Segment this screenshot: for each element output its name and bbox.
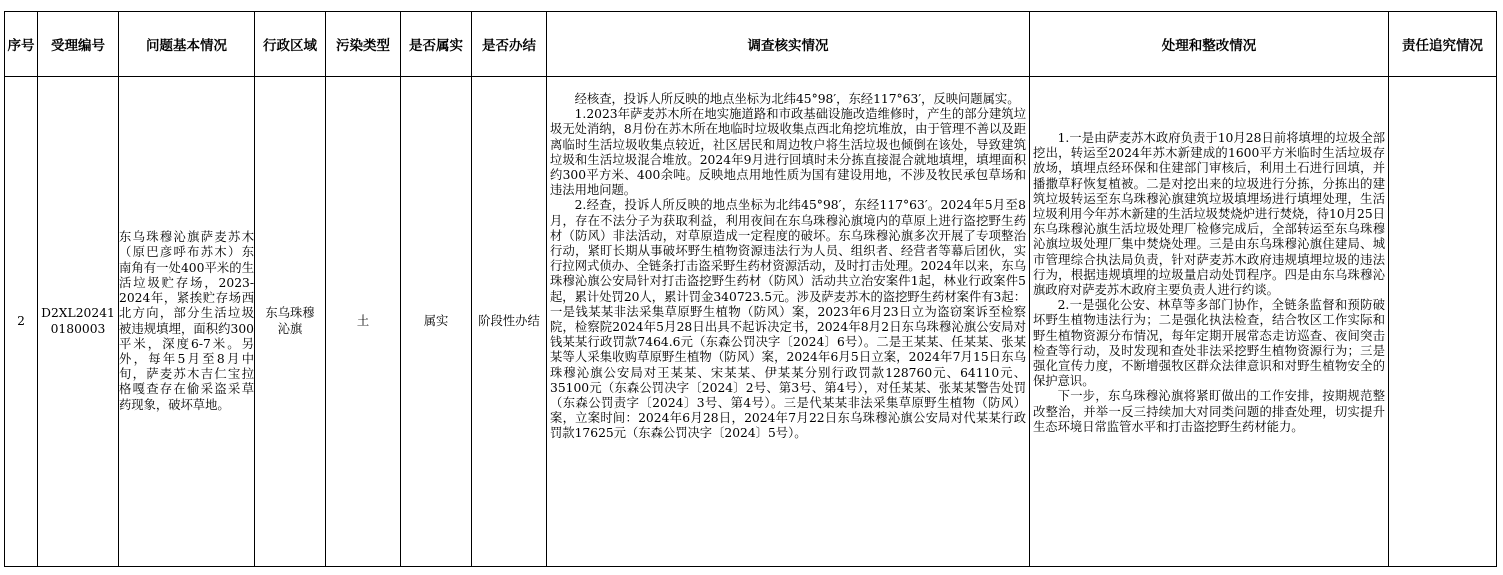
cell-accountability	[1389, 77, 1497, 567]
cell-problem	[119, 77, 255, 567]
table-row	[5, 77, 1497, 567]
investigation-paragraph: 经核查，投诉人所反映的地点坐标为北纬45°98′，东经117°63′，反映问题属实。	[574, 92, 1020, 106]
header-problem: 问题基本情况	[119, 12, 255, 77]
cell-rectification	[1030, 77, 1389, 567]
cell-completed: 阶段性办结	[472, 77, 547, 567]
header-accountability: 责任追究情况	[1389, 12, 1497, 77]
header-rectification: 处理和整改情况	[1030, 12, 1389, 77]
rectification-paragraph: 1.一是由萨麦苏木政府负责于10月28日前将填埋的垃圾全部挖出，转运至2024年苏木新建成的1600平方米临时生活垃圾存放场，填埋点经环保和住建部门审核后，利用土石进行回填，并播撒草籽恢复植被。二是对挖出来的垃圾进行分拣，分拣出的建筑垃圾转运至东乌珠穆沁旗建筑垃圾填埋场进行填埋处理，生活垃圾利用今年苏木新建的生活垃圾焚烧炉进行焚烧，待10月25日东乌珠穆沁旗生活垃圾处理厂检修完成后，全部转运至东乌珠穆沁旗垃圾处理厂集中焚烧处理。三是由东乌珠穆沁旗住建局、城市管理综合执法局负责，针对萨麦苏木政府违规填埋垃圾的违法行为，根据违规填埋的垃圾量启动处罚程序。四是由东乌珠穆沁旗政府对萨麦苏木政府主要负责人进行约谈。	[1033, 131, 1385, 298]
header-row	[5, 12, 1497, 77]
petition-table	[4, 11, 1497, 567]
cell-case-no	[38, 77, 119, 567]
investigation-paragraph: 1.2023年萨麦苏木所在地实施道路和市政基础设施改造维修时，产生的部分建筑垃圾无处消纳，8月份在苏木所在地临时垃圾收集点西北角挖坑堆放，由于管理不善以及距离临时生活垃圾收集点较近，社区居民和周边牧户将生活垃圾也倾倒在该处，导致建筑垃圾和生活垃圾混合堆放。2024年9月进行回填时未分拣直接混合就地填埋，填埋面积约300平方米、400余吨。反映地点用地性质为国有建设用地，不涉及牧民承包草场和违法用地问题。	[550, 107, 1026, 198]
header-completed: 是否办结	[472, 12, 547, 77]
case-no-text: D2XL202410180003	[41, 306, 115, 336]
region-text: 东乌珠穆沁旗	[265, 306, 315, 336]
header-verified: 是否属实	[401, 12, 472, 77]
cell-pollution: 土	[326, 77, 401, 567]
header-region: 行政区域	[255, 12, 326, 77]
cell-investigation	[547, 77, 1030, 567]
cell-seq: 2	[5, 77, 38, 567]
header-investigation: 调查核实情况	[547, 12, 1030, 77]
header-seq: 序号	[5, 12, 38, 77]
header-case-no: 受理编号	[38, 12, 119, 77]
cell-region	[255, 77, 326, 567]
rectification-paragraph: 2.一是强化公安、林草等多部门协作，全链条监督和预防破坏野生植物违法行为；二是强化执法检查，结合牧区工作实际和野生植物资源分布情况，每年定期开展常态走访巡查、夜间突击检查等行动，及时发现和查处非法采挖野生植物资源行为；三是强化宣传力度，不断增强牧区群众法律意识和对野生植物安全的保护意识。	[1033, 298, 1385, 389]
header-pollution: 污染类型	[326, 12, 401, 77]
rectification-paragraph: 下一步，东乌珠穆沁旗将紧盯做出的工作安排，按期规范整改整治，并举一反三持续加大对同类问题的排查处理，切实提升生态环境日常监管水平和打击盗挖野生药材能力。	[1033, 389, 1385, 434]
cell-verified: 属实	[401, 77, 472, 567]
investigation-paragraph: 2.经查，投诉人所反映的地点坐标为北纬45°98′，东经117°63′。2024年5月至8月，存在不法分子为获取利益，利用夜间在东乌珠穆沁旗境内的草原上进行盗挖野生药材（防风）非法活动，对草原造成一定程度的破坏。东乌珠穆沁旗多次开展了专项整治行动，紧盯长期从事破坏野生植物资源违法行为人员、组织者、经营者等幕后团伙，实行拉网式侦办、全链条打击盗采野生药材资源活动，及时打击处理。2024年以来，东乌珠穆沁旗公安局针对打击盗挖野生药材（防风）活动共立治安案件1起，林业行政案件5起，累计处罚20人，累计罚金340723.5元。涉及萨麦苏木的盗挖野生药材案件有3起：一是钱某某非法采集草原野生植物（防风）案，2023年6月23日立为盗窃案诉至检察院，检察院2024年5月28日出具不起诉决定书，2024年8月2日东乌珠穆沁旗公安局对钱某某行政罚款7464.6元（东森公罚决字〔2024〕6号）。二是王某某、任某某、张某某等人采集收购草原野生植物（防风）案，2024年6月5日立案，2024年7月15日东乌珠穆沁旗公安局对王某某、宋某某、伊某某分别行政罚款128760元、64110元、35100元（东森公罚决字〔2024〕2号、第3号、第4号），对任某某、张某某警告处罚（东森公罚责字〔2024〕3号、第4号）。三是代某某非法采集草原野生植物（防风）案，立案时间：2024年6月28日，2024年7月22日东乌珠穆沁旗公安局对代某某行政罚款17625元（东森公罚决字〔2024〕5号）。	[550, 198, 1026, 441]
problem-text: 东乌珠穆沁旗萨麦苏木（原巴彦呼布苏木）东南角有一处400平米的生活垃圾贮存场，2023-2024年，紧挨贮存场西北方向，部分生活垃圾被违规填埋，面积约300平米，深度6-7米。另外，每年5月至8月中旬，萨麦苏木吉仁宝拉格嘎查存在偷采盗采草药现象，破坏草地。	[119, 230, 254, 412]
